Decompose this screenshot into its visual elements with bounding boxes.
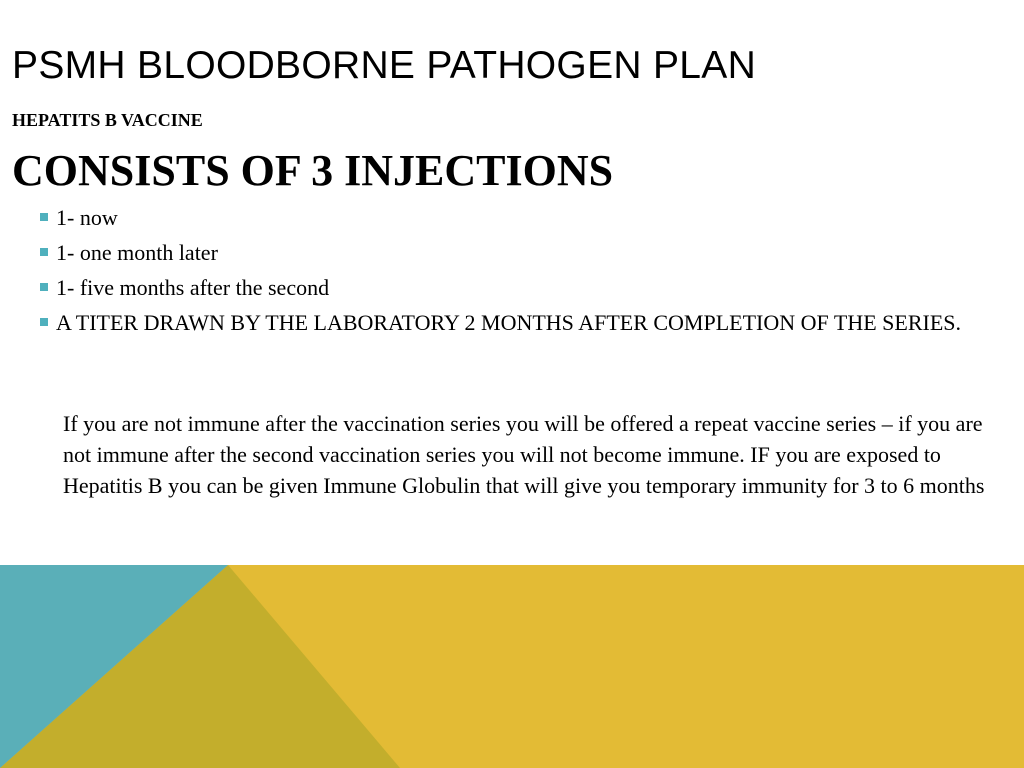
slide-heading: CONSISTS OF 3 INJECTIONS <box>12 146 614 195</box>
decorative-footer-banner <box>0 565 1024 768</box>
bullet-text: 1- five months after the second <box>56 275 330 300</box>
bullet-text: 1- now <box>56 205 118 230</box>
bullet-list <box>38 202 1022 342</box>
bullet-text: 1- one month later <box>56 240 218 265</box>
slide-subtitle: HEPATITS B VACCINE <box>12 110 203 130</box>
body-paragraph: If you are not immune after the vaccination series you will be offered a repeat vaccine series – if you are not immune after the second vaccination series you will not become immune. IF you are exposed to Hepatitis B you can be given Immune Globulin that will give you temporary immunity for 3 to 6 months <box>63 411 985 498</box>
square-bullet-icon <box>40 283 48 291</box>
bullet-item <box>38 202 1022 233</box>
bullet-item <box>38 237 1022 268</box>
slide-title: PSMH BLOODBORNE PATHOGEN PLAN <box>12 44 757 87</box>
bullet-text: A TITER DRAWN BY THE LABORATORY 2 MONTHS AFTER COMPLETION OF THE SERIES. <box>56 310 961 335</box>
square-bullet-icon <box>40 213 48 221</box>
bullet-item <box>38 307 1022 338</box>
square-bullet-icon <box>40 318 48 326</box>
bullet-item <box>38 272 1022 303</box>
square-bullet-icon <box>40 248 48 256</box>
